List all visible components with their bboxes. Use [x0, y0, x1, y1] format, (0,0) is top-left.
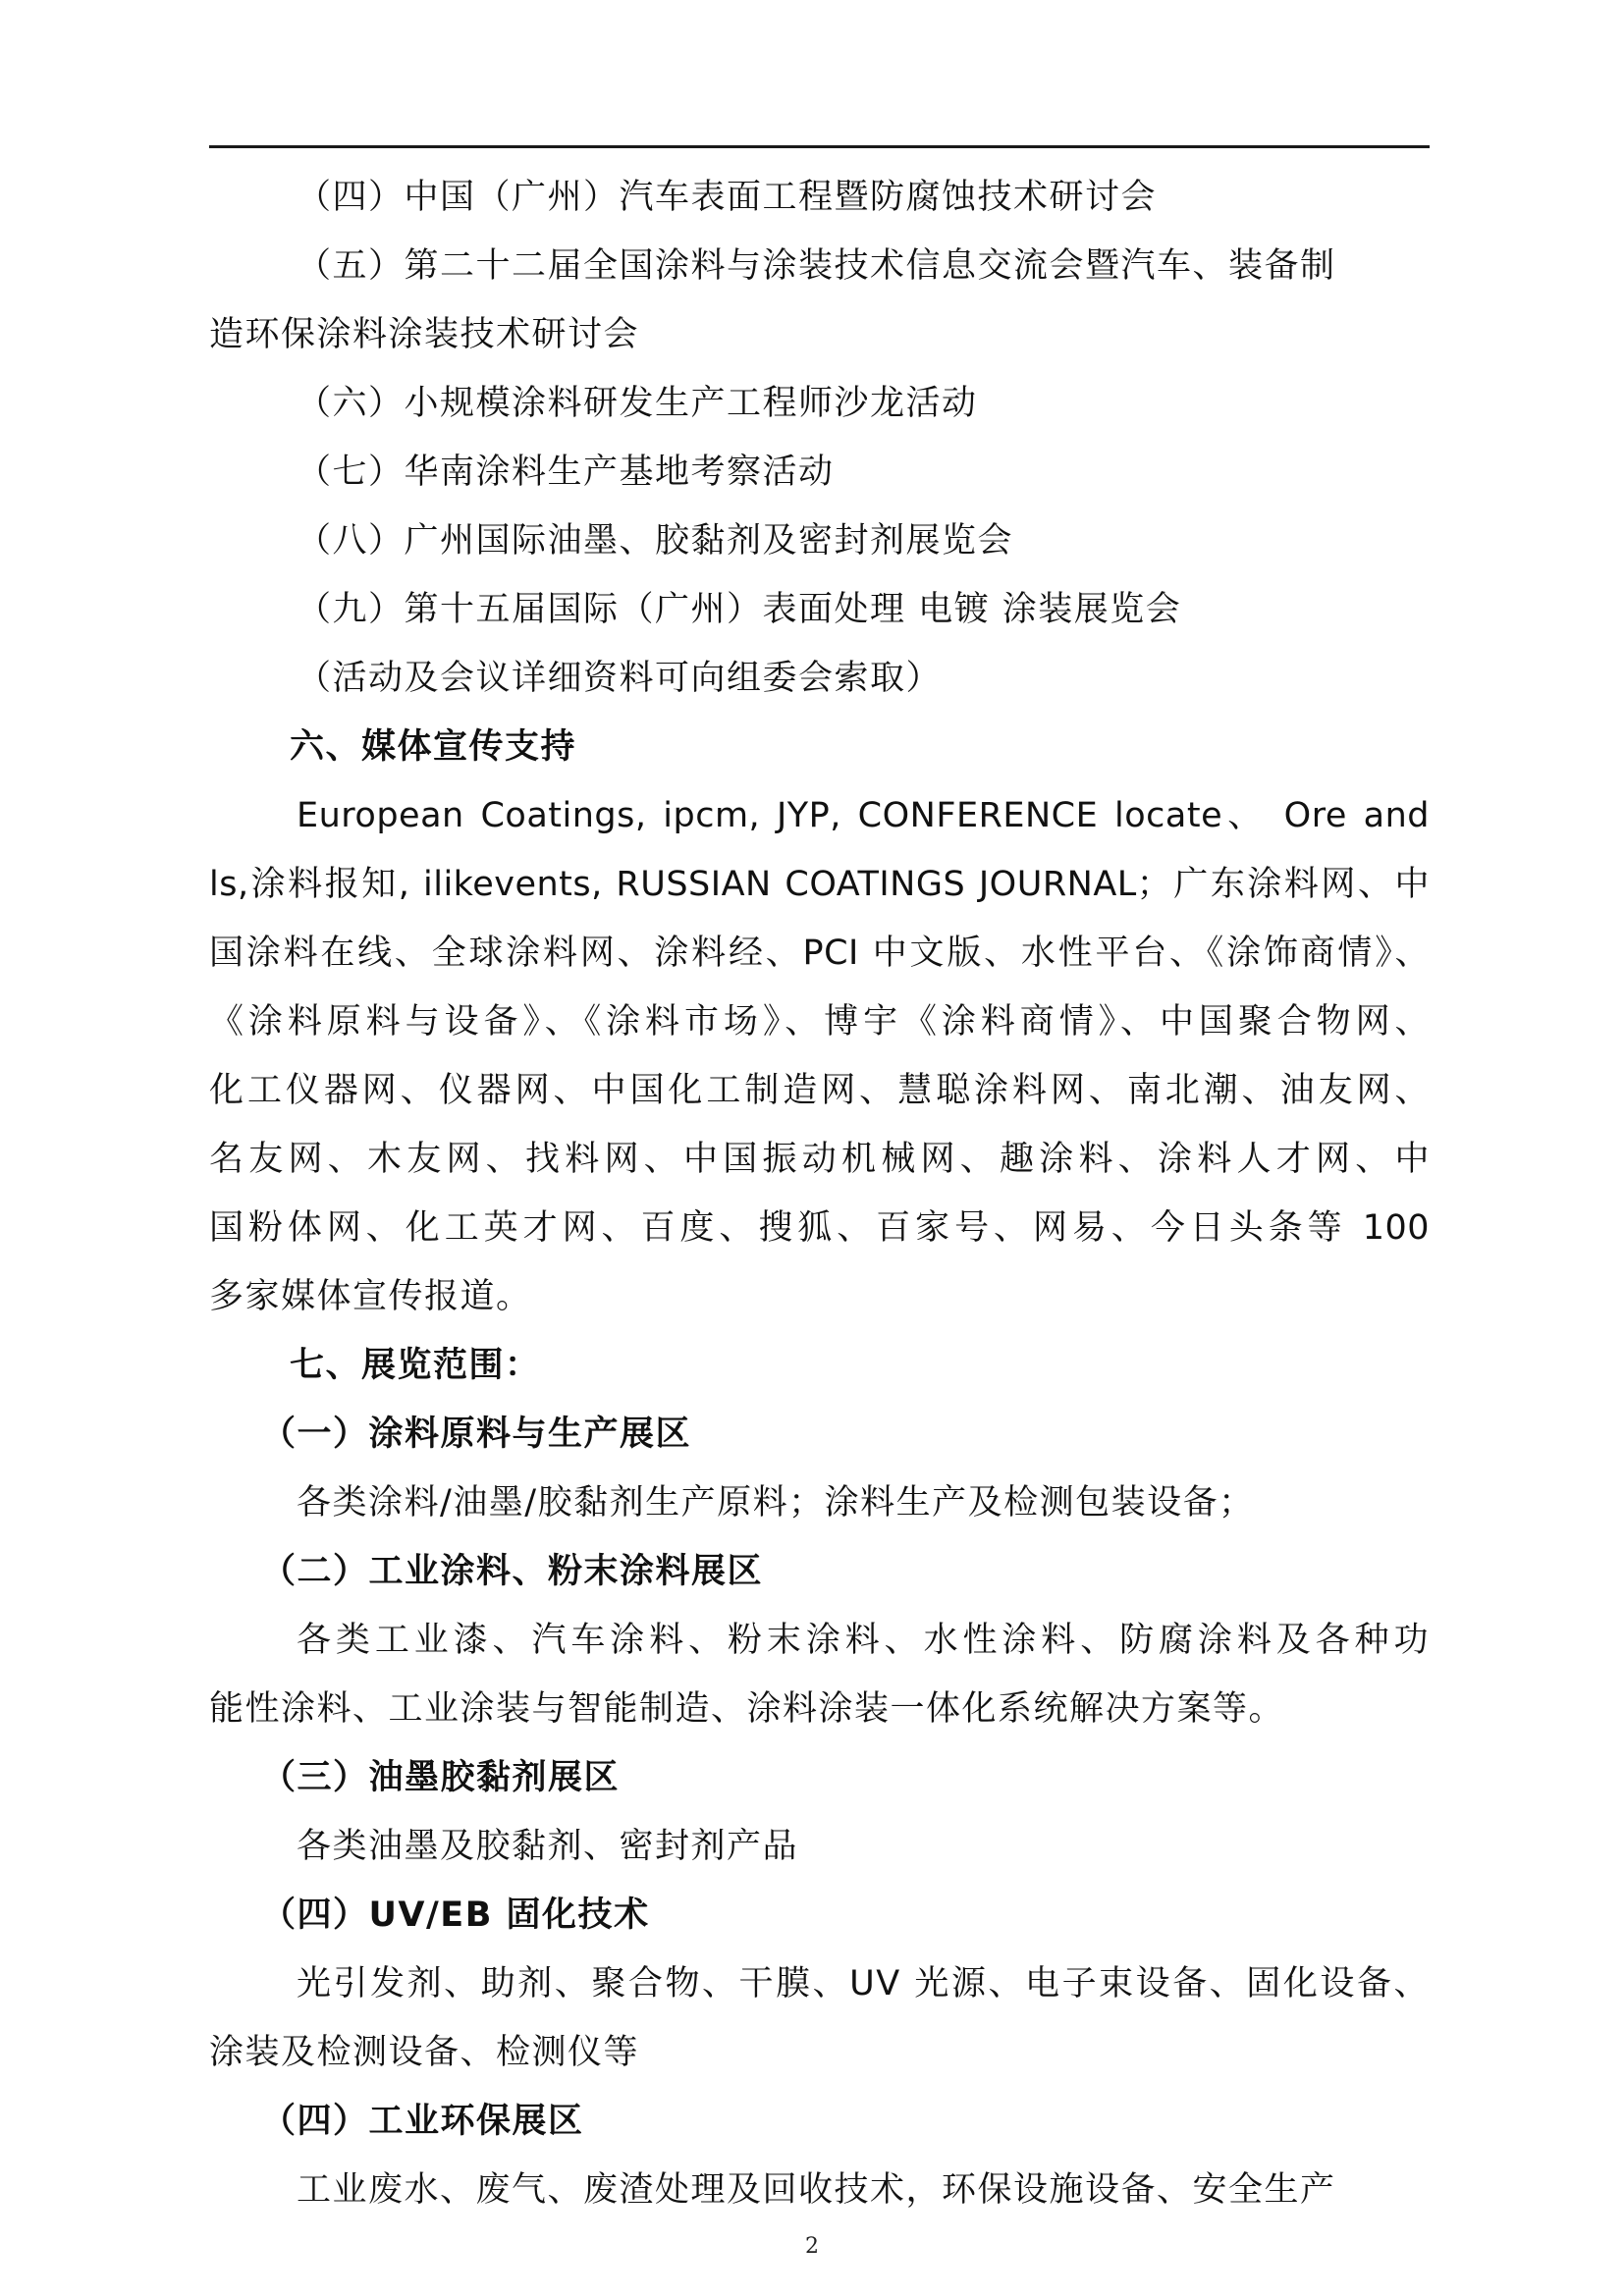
zone-description: 各类油墨及胶黏剂、密封剂产品 [297, 1827, 799, 1866]
page-number: 2 [805, 2234, 819, 2259]
media-paragraph-line: 国粉体网、化工英才网、百度、搜狐、百家号、网易、今日头条等 100 [209, 1208, 1430, 1248]
activity-item: （六）小规模涂料研发生产工程师沙龙活动 [297, 384, 978, 423]
zone-title: （一）涂料原料与生产展区 [261, 1415, 692, 1454]
media-paragraph-line: 化工仪器网、仪器网、中国化工制造网、慧聪涂料网、南北潮、油友网、 [209, 1071, 1430, 1110]
zone-description: 能性涂料、工业涂装与智能制造、涂料涂装一体化系统解决方案等。 [209, 1689, 1285, 1729]
activity-item: （八）广州国际油墨、胶黏剂及密封剂展览会 [297, 521, 1014, 561]
zone-description: 涂装及检测设备、检测仪等 [209, 2033, 640, 2072]
media-paragraph-line: European Coatings, ipcm, JYP, CONFERENCE locate、 Ore and [297, 796, 1430, 835]
activity-item: （五）第二十二届全国涂料与涂装技术信息交流会暨汽车、装备制 [297, 246, 1336, 286]
activity-item: （四）中国（广州）汽车表面工程暨防腐蚀技术研讨会 [297, 178, 1158, 217]
zone-description: 各类工业漆、汽车涂料、粉末涂料、水性涂料、防腐涂料及各种功 [297, 1621, 1430, 1660]
zone-description: 工业废水、废气、废渣处理及回收技术，环保设施设备、安全生产 [297, 2170, 1336, 2210]
zone-title: （三）油墨胶黏剂展区 [261, 1758, 621, 1797]
media-paragraph-line: 国涂料在线、全球涂料网、涂料经、PCI 中文版、水性平台、《涂饰商情》、 [209, 934, 1430, 973]
media-paragraph-line: 多家媒体宣传报道。 [209, 1277, 532, 1316]
section-heading-media: 六、媒体宣传支持 [290, 727, 577, 767]
page-content [209, 163, 1430, 2224]
activity-item-continuation: 造环保涂料涂装技术研讨会 [209, 315, 640, 354]
zone-title: （四）UV/EB 固化技术 [261, 1896, 650, 1935]
zone-title: （四）工业环保展区 [261, 2102, 584, 2141]
zone-description: 各类涂料/油墨/胶黏剂生产原料；涂料生产及检测包装设备； [297, 1483, 1255, 1522]
media-paragraph-line: 《涂料原料与设备》、《涂料市场》、博宇《涂料商情》、中国聚合物网、 [209, 1002, 1430, 1041]
activities-note: （活动及会议详细资料可向组委会索取） [297, 659, 943, 698]
zone-title: （二）工业涂料、粉末涂料展区 [261, 1552, 764, 1591]
zone-description: 光引发剂、助剂、聚合物、干膜、UV 光源、电子束设备、固化设备、 [297, 1964, 1430, 2003]
header-rule [209, 145, 1430, 148]
media-paragraph-line: 名友网、木友网、找料网、中国振动机械网、趣涂料、涂料人才网、中 [209, 1140, 1430, 1179]
activity-item: （九）第十五届国际（广州）表面处理 电镀 涂装展览会 [297, 590, 1182, 629]
section-heading-scope: 七、展览范围： [290, 1346, 541, 1385]
activity-item: （七）华南涂料生产基地考察活动 [297, 453, 835, 492]
media-paragraph-line: ls,涂料报知, ilikevents, RUSSIAN COATINGS JOURNAL；广东涂料网、中 [209, 865, 1430, 904]
